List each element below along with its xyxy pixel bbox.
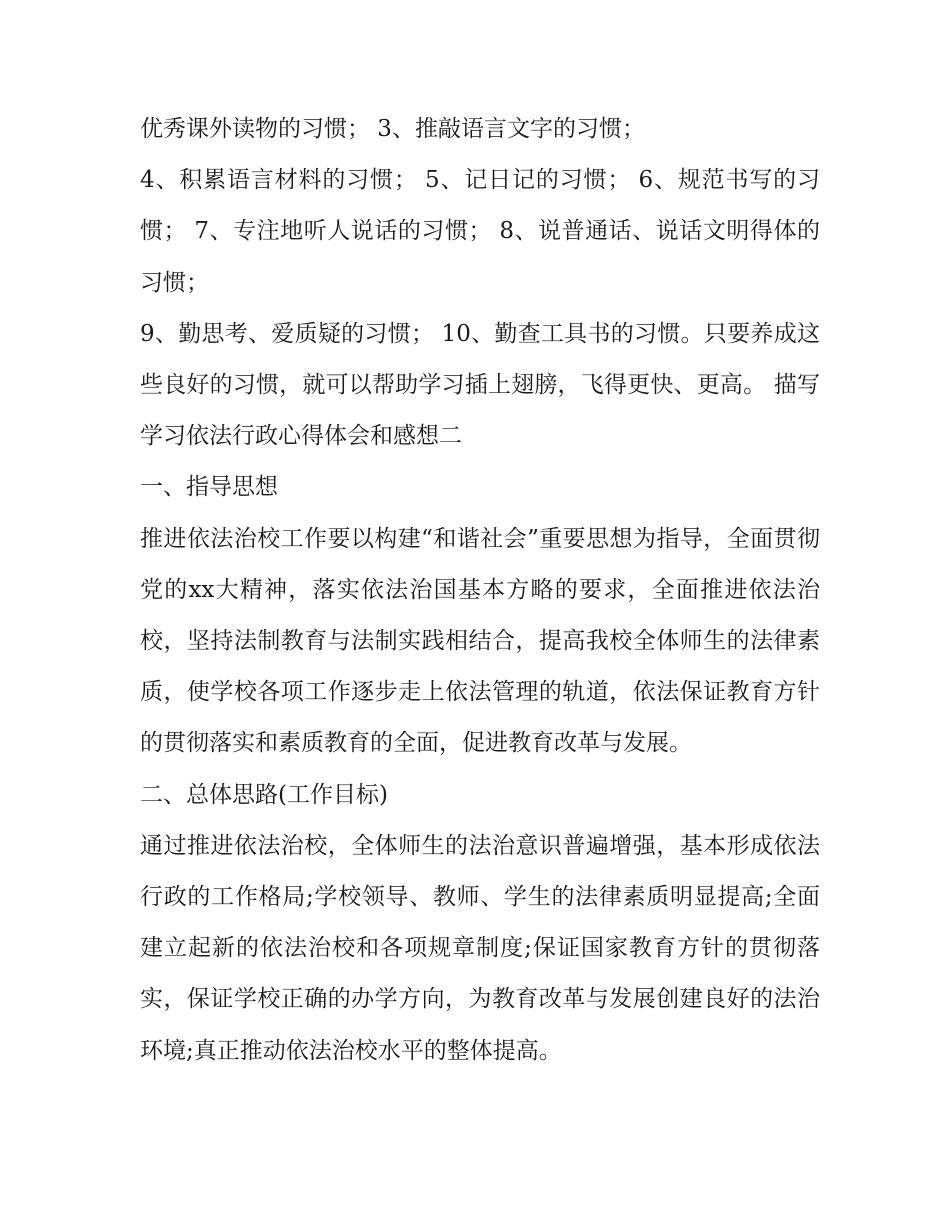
paragraph-overall-approach: 通过推进依法治校，全体师生的法治意识普遍增强，基本形成依法行政的工作格局;学校领导、教师、学生的法律素质明显提高;全面建立起新的依法治校和各项规章制度;保证国家教育方针的贯彻落实，保证学校正确的办学方向，为教育改革与发展创建良好的法治环境;真正推动依法治校水平的整体提高。 (140, 832, 820, 1064)
section-heading-overall-approach: 二、总体思路(工作目标) (140, 781, 388, 808)
paragraph-guiding-ideology: 推进依法治校工作要以构建“和谐社会”重要思想为指导，全面贯彻党的xx大精神，落实依法治国基本方略的要求，全面推进依法治校，坚持法制教育与法制实践相结合，提高我校全体师生的法律素质，使学校各项工作逐步走上依法管理的轨道，依法保证教育方针的贯彻落实和素质教育的全面，促进教育改革与发展。 (140, 525, 820, 757)
section-heading-guiding-ideology: 一、指导思想 (140, 474, 278, 501)
document-body (140, 104, 820, 1077)
paragraph-habits-3: 9、勤思考、爱质疑的习惯； 10、勤查工具书的习惯。只要养成这些良好的习惯，就可以帮助学习插上翅膀，飞得更快、更高。 描写学习依法行政心得体会和感想二 (140, 320, 820, 450)
paragraph-habits-1: 优秀课外读物的习惯； 3、推敲语言文字的习惯； (140, 116, 645, 142)
paragraph-habits-2: 4、积累语言材料的习惯； 5、记日记的习惯； 6、规范书写的习惯； 7、专注地听人说话的习惯； 8、说普通话、说话文明得体的习惯； (140, 167, 820, 296)
